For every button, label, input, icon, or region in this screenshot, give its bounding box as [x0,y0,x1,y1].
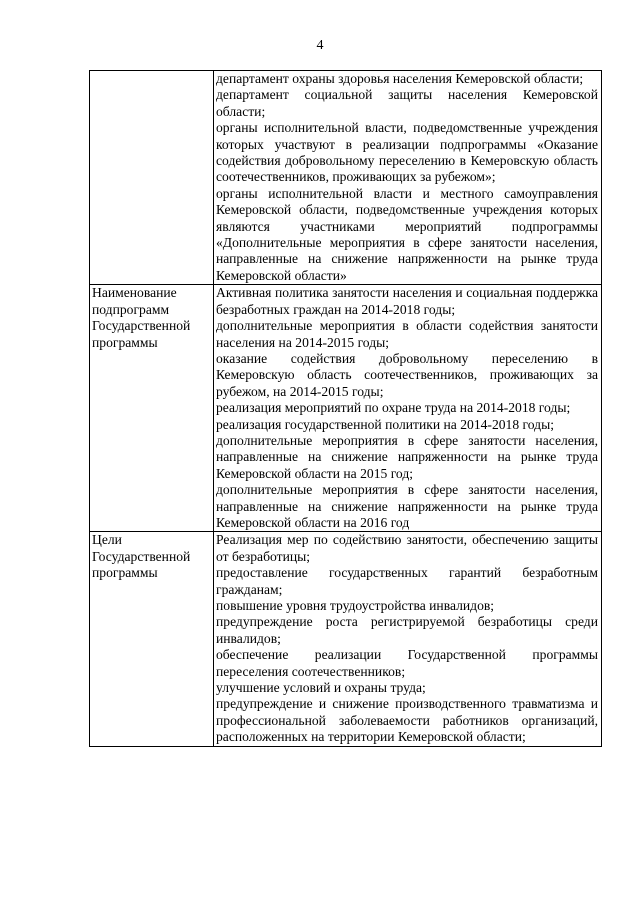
list-item: повышение уровня трудоустройства инвалидов; [216,598,495,613]
goals-list [214,532,602,746]
list-item: обеспечение реализации Государственной программы переселения соотечественников; [216,647,598,679]
list-item: органы исполнительной власти, подведомственные учреждения которых участвуют в реализации подпрограммы «Оказание содействия добровольному переселению в Кемеровскую область соотечественников, проживающих за рубежом»; [216,120,598,185]
subprograms-list [214,285,602,532]
list-item: оказание содействия добровольному переселению в Кемеровскую область соотечественников, проживающих за рубежом, на 2014-2015 годы; [216,350,598,399]
list-item: департамент социальной защиты населения Кемеровской области; [216,87,598,119]
table-row-goals [90,532,602,746]
list-item: предупреждение и снижение производственного травматизма и профессиональной заболеваемости работников организаций, расположенных на территории Кемеровской области; [216,696,598,745]
program-passport-table [89,70,602,747]
list-item: дополнительные мероприятия в сфере занятости населения, направленные на снижение напряженности на рынке труда Кемеровской области на 2016 год [216,482,598,530]
participants-list [214,71,602,285]
list-item: предупреждение роста регистрируемой безработицы среди инвалидов; [216,614,598,646]
list-item: Активная политика занятости населения и социальная поддержка безработных граждан на 2014-2018 годы; [216,285,598,317]
page-number: 4 [316,38,324,53]
list-item: предоставление государственных гарантий безработным гражданам; [216,565,598,597]
list-item: реализация мероприятий по охране труда на 2014-2018 годы; [216,400,571,416]
list-item: дополнительные мероприятия в сфере занятости населения, направленные на снижение напряженности на рынке труда Кемеровской области на 2015 год; [216,432,598,481]
table-row-participants [90,71,602,285]
list-item: реализация государственной политики на 2014-2018 годы; [216,416,555,432]
row-label-goals: Цели Государственной программы [90,532,214,746]
list-item: органы исполнительной власти и местного самоуправления Кемеровской области, подведомственные учреждения которых являются участниками мероприятий подпрограммы «Дополнительные мероприятия в сфере занятости населения, направленные на снижение напряженности на рынке труда Кемеровской области» [216,185,598,283]
list-item: дополнительные мероприятия в области содействия занятости населения на 2014-2015 годы; [216,318,598,350]
list-item: департамент охраны здоровья населения Кемеровской области; [216,71,584,86]
row-label-empty [90,71,214,285]
table-row-subprograms [90,285,602,532]
row-label-subprograms: Наименование подпрограмм Государственной программы [90,285,214,532]
list-item: Реализация мер по содействию занятости, обеспечению защиты от безработицы; [216,532,598,564]
list-item: улучшение условий и охраны труда; [216,680,426,696]
